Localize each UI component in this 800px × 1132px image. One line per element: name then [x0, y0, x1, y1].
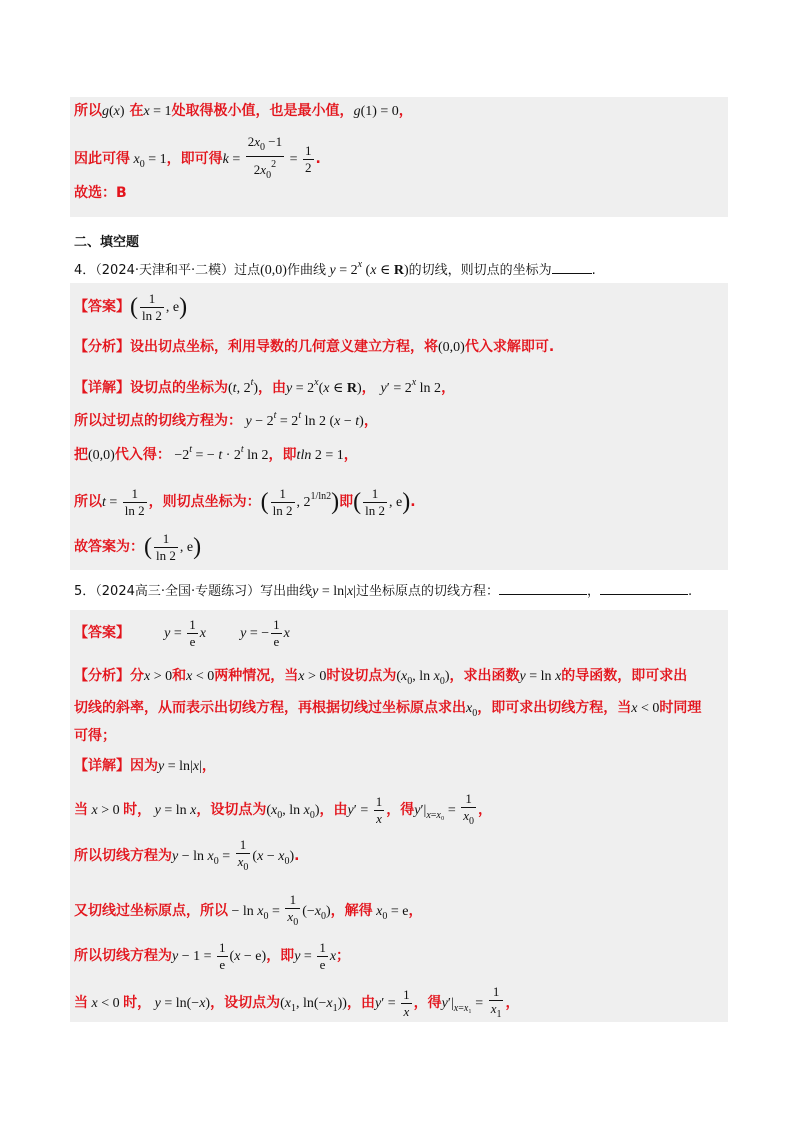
q5-case-positive: 当 x > 0 时， y = ln x，设切点为($x_0$, $\ln x_0$)，由y′ = $\frac{1}{x}$ ，得$y'|_{x=x_0}$ = $\frac{1}{x_0}$ ， — [74, 790, 493, 827]
q4-detail: 【详解】设切点的坐标为(t, 2$^t$)，由$y = 2^x(x$ ∈ R)， $y' = 2^x$ ln 2， — [74, 377, 456, 396]
question-4: 4．（2024·天津和平·二模）过点(0,0)作曲线 $y = 2^x$ (x ∈ R)的切线，则切点的坐标为 . — [74, 259, 596, 278]
q5-detail: 【详解】因为y = ln|x|， — [74, 758, 216, 774]
q5-analysis-3: 可得； — [74, 728, 116, 744]
q4-final-answer: 故答案为：( $\frac{1}{\ln 2}$ , e) — [74, 530, 202, 563]
q5-case-negative: 当 x < 0 时， y = ln(−x)，设切点为($x_1$, $\ln(-x_1)$)，由y′ = $\frac{1}{x}$ ，得$y'|_{x=x_1}$ = $\frac{1}{x_1}$ ， — [74, 983, 520, 1020]
q4-result: 所以t = $\frac{1}{\ln 2}$ ，则切点坐标为：( $\frac{1}{\ln 2}$ , $2^{1/ln2}$)即( $\frac{1}{\ln 2}$ , e). — [74, 485, 416, 518]
q4-tangent-line: 所以过切点的切线方程为： $y - 2^t = 2^t$ ln 2 (x − t)， — [74, 410, 378, 429]
q4-analysis: 【分析】设出切点坐标，利用导数的几何意义建立方程，将(0,0)代入求解即可. — [74, 339, 555, 355]
q5-tangent-line: 所以切线方程为$y - \ln x_0$ = $\frac{1}{x_0}$ $(x - x_0)$. — [74, 836, 300, 873]
q4-answer: 【答案】( $\frac{1}{\ln 2}$ , e) — [74, 290, 188, 323]
q5-analysis-2: 切线的斜率，从而表示出切线方程，再根据切线过坐标原点求出$x_0$，即可求出切线方程，当x < 0时同理 — [74, 700, 702, 719]
line-min-value: 所以g(x) 在x = 1处取得极小值，也是最小值，g(1) = 0， — [74, 103, 413, 119]
q5-through-origin: 又切线过坐标原点，所以 − $\ln x_0$ = $\frac{1}{x_0}$ $(-x_0)$，解得 $x_0 = e$， — [74, 891, 423, 928]
line-conclusion: 因此可得 $x_0 = 1$，即可得k = $\frac{2x_0 -1}{2x_0^2}$ = $\frac{1}{2}$ . — [74, 134, 321, 181]
q4-substitute: 把(0,0)代入得： $-2^t$ = − $t \cdot 2^t$ ln 2，即tln 2 = 1， — [74, 444, 358, 463]
q5-line-equation: 所以切线方程为y − 1 = $\frac{1}{e}$ (x − e)，即y = $\frac{1}{e}$ x； — [74, 939, 351, 972]
line-choice: 故选：B — [74, 185, 127, 201]
q5-answer: 【答案】 y = $\frac{1}{e}$ x y = − $\frac{1}{e}$ x — [74, 616, 290, 649]
q5-analysis-1: 【分析】分x > 0和x < 0两种情况，当x > 0时设切点为($x_0$, $\ln x_0$)，求出函数y = ln x的导函数，即可求出 — [74, 668, 688, 687]
question-5: 5．（2024高三·全国·专题练习）写出曲线y = ln|x|过坐标原点的切线方程： ， . — [74, 584, 693, 599]
section-title: 二、填空题 — [74, 235, 140, 250]
